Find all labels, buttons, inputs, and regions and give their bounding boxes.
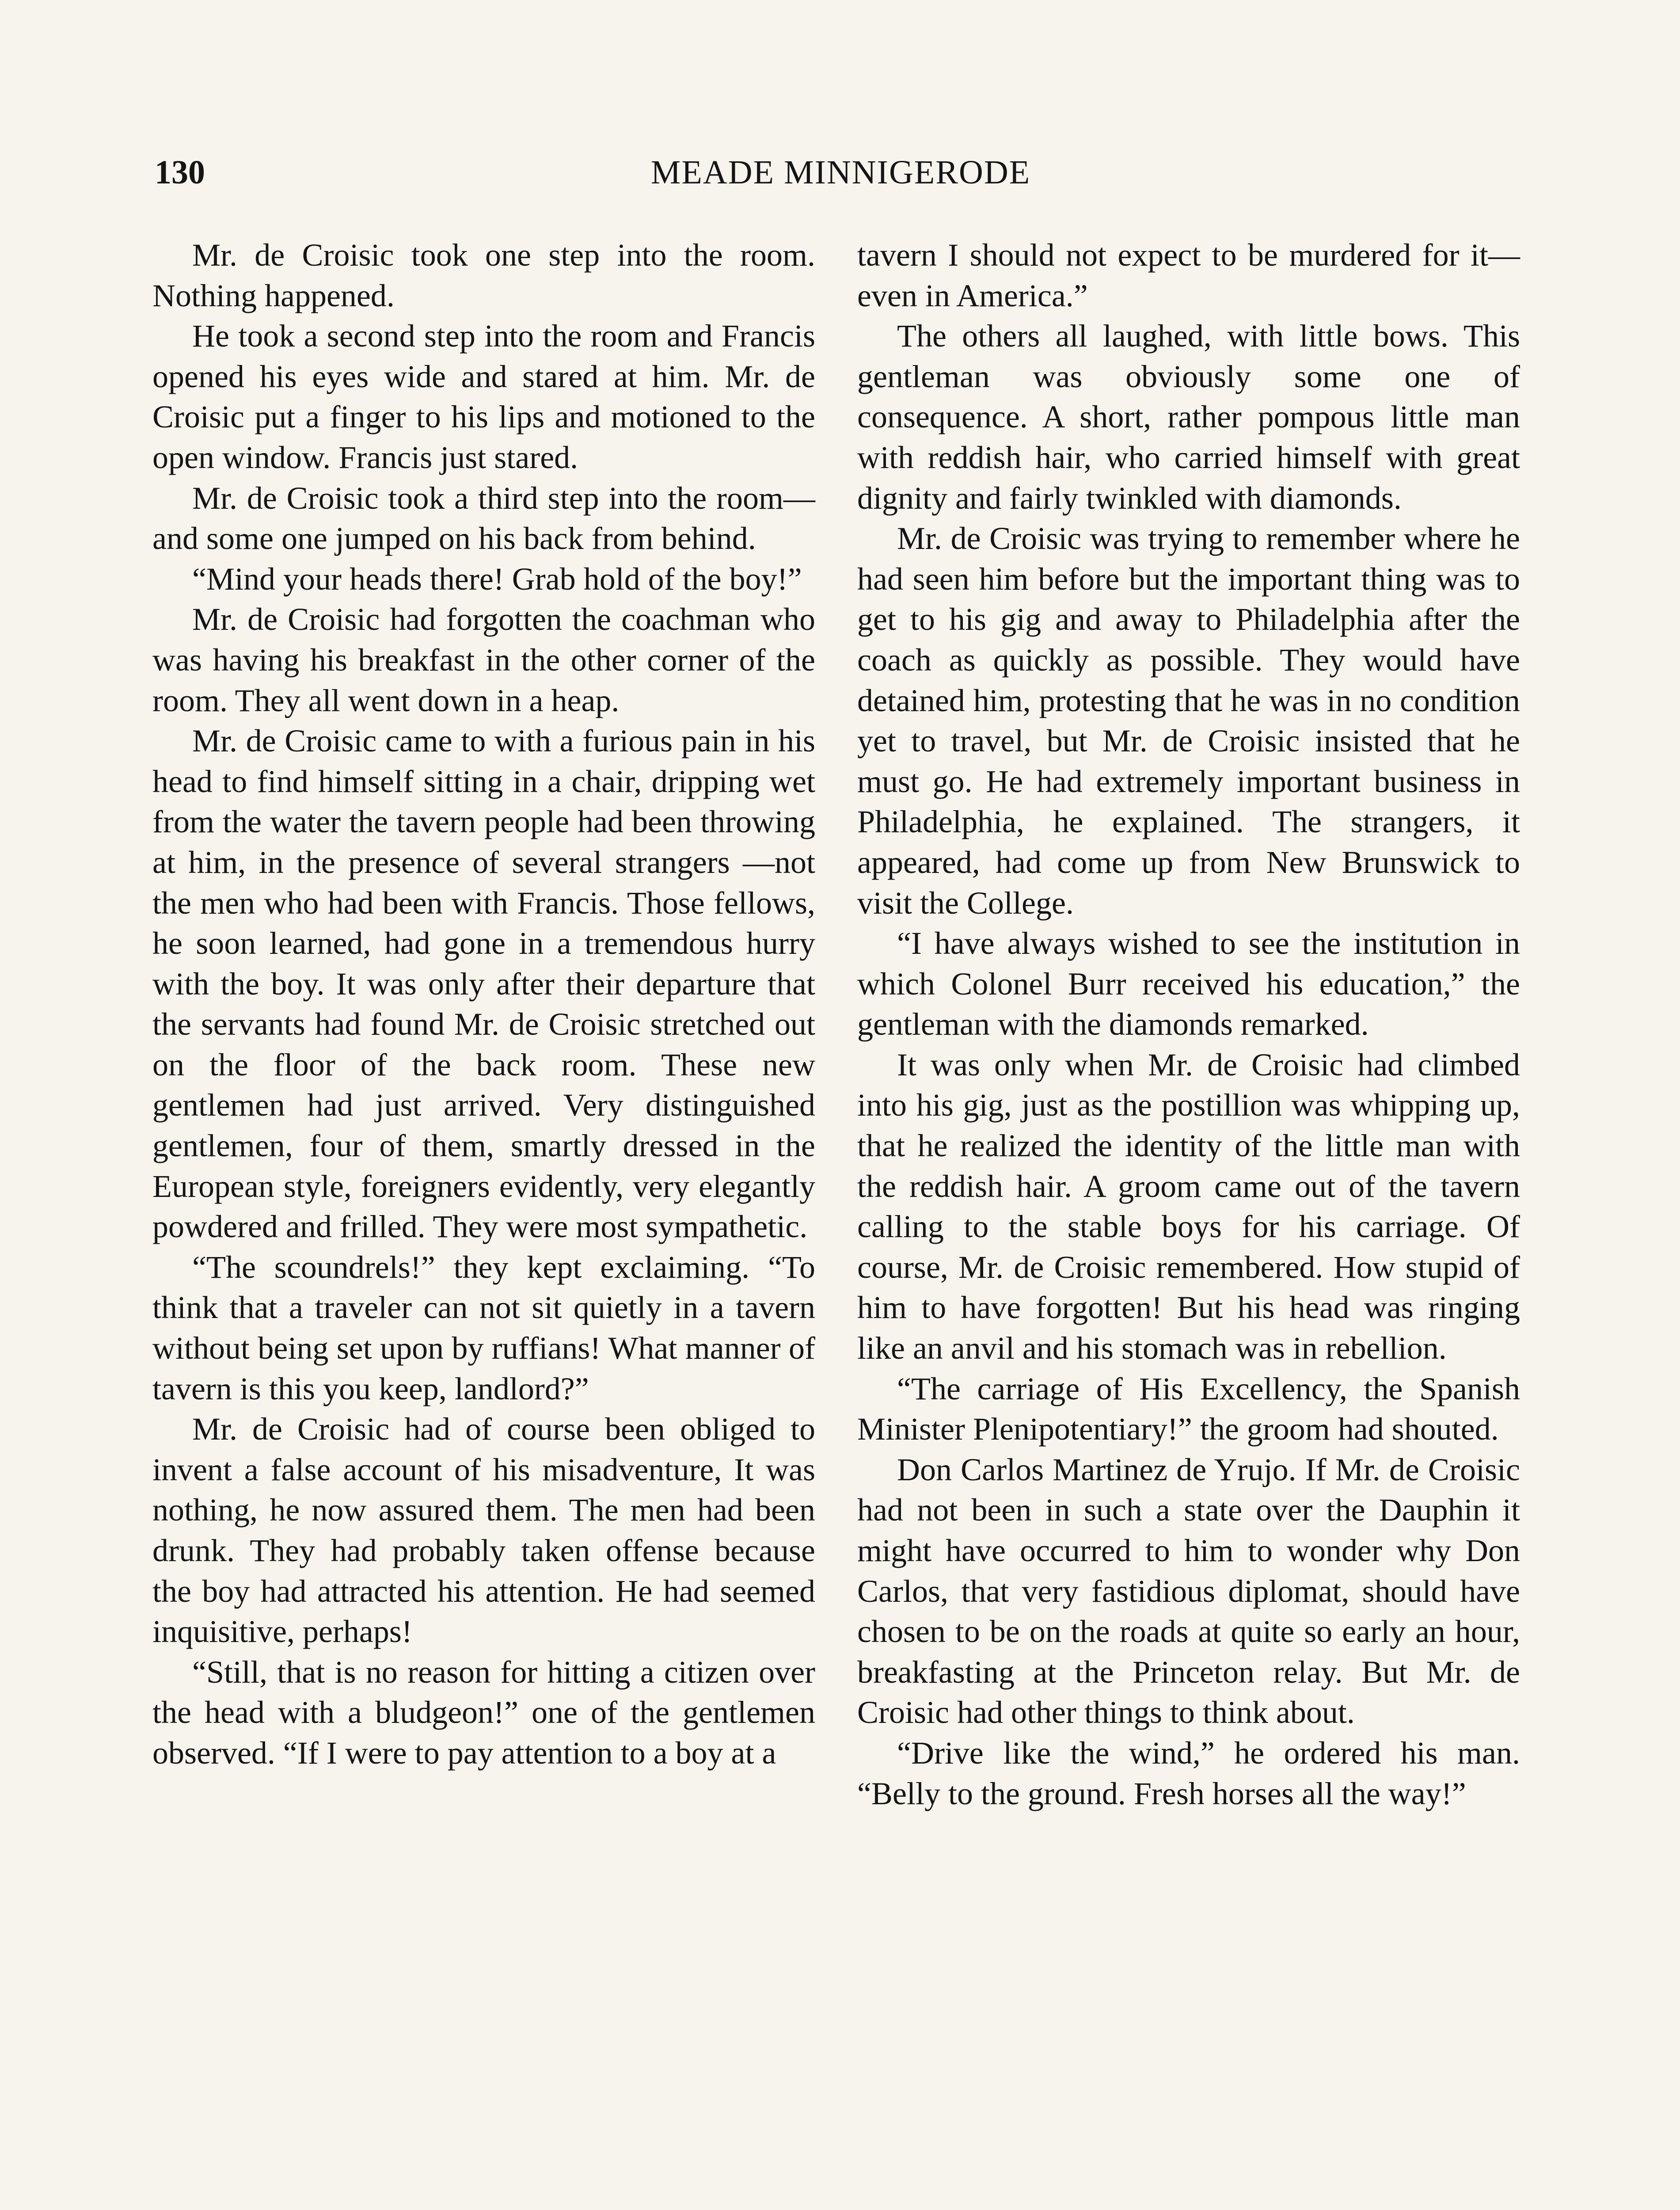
paragraph: “Still, that is no reason for hitting a citizen over the head with a bludgeon!” one of the gentlemen observed. “If I were to pay attention to a boy at a [152,1654,815,1771]
paragraph: He took a second step into the room and Francis opened his eyes wide and stared at him. Mr. de Croisic put a finger to his lips and motioned to the open window. Francis just stared. [152,318,815,475]
paragraph: “The carriage of His Excellency, the Spanish Minister Plenipotentiary!” the groom had shouted. [857,1371,1520,1447]
page-header [155,150,1527,194]
paragraph: Mr. de Croisic had of course been obliged to invent a false account of his misadventure, It was nothing, he now assured them. The men had been drunk. They had probably taken offense because the boy had attracted his attention. He had seemed inquisitive, perhaps! [152,1411,815,1650]
paragraph: Mr. de Croisic was trying to remember where he had seen him before but the important thing was to get to his gig and away to Philadelphia after the coach as quickly as possible. They would have detained him, protesting that he was in no condition yet to travel, but Mr. de Croisic insisted that he must go. He had extremely important business in Philadelphia, he explained. The strangers, it appeared, had come up from New Brunswick to visit the College. [857,521,1520,921]
right-column [857,235,1520,1814]
paragraph: “The scoundrels!” they kept exclaiming. “To think that a traveler can not sit quietly in a tavern without being set upon by ruffians! What manner of tavern is this you keep, landlord?” [152,1249,815,1406]
paragraph: Mr. de Croisic came to with a furious pain in his head to find himself sitting in a chair, dripping wet from the water the tavern people had been throwing at him, in the presence of several strangers —not the men who had been with Francis. Those fellows, he soon learned, had gone in a tremendous hurry with the boy. It was only after their departure that the servants had found Mr. de Croisic stretched out on the floor of the back room. These new gentlemen had just arrived. Very distinguished gentlemen, four of them, smartly dressed in the European style, foreigners evidently, very elegantly powdered and frilled. They were most sympathetic. [152,723,815,1245]
paragraph: “Drive like the wind,” he ordered his man. “Belly to the ground. Fresh horses all the way!” [857,1735,1520,1811]
paragraph: Don Carlos Martinez de Yrujo. If Mr. de Croisic had not been in such a state over the Dauphin it might have occurred to him to wonder why Don Carlos, that very fastidious diplomat, should have chosen to be on the roads at quite so early an hour, breakfasting at the Princeton relay. But Mr. de Croisic had other things to think about. [857,1452,1520,1730]
paragraph: Mr. de Croisic took one step into the room. Nothing happened. [152,237,815,313]
page-number: 130 [155,154,205,191]
paragraph: Mr. de Croisic took a third step into the room—and some one jumped on his back from behind. [152,480,815,556]
left-column [152,235,815,1774]
paragraph: “Mind your heads there! Grab hold of the boy!” [192,561,802,597]
paragraph: “I have always wished to see the institution in which Colonel Burr received his education,” the gentleman with the diamonds remarked. [857,926,1520,1042]
paragraph: Mr. de Croisic had forgotten the coachman who was having his breakfast in the other corner of the room. They all went down in a heap. [152,602,815,718]
paragraph: It was only when Mr. de Croisic had climbed into his gig, just as the postillion was whipping up, that he realized the identity of the little man with the reddish hair. A groom came out of the tavern calling to the stable boys for his carriage. Of course, Mr. de Croisic remembered. How stupid of him to have forgotten! But his head was ringing like an anvil and his stomach was in rebellion. [857,1047,1520,1366]
paragraph-continuation: tavern I should not expect to be murdered for it—even in America.” [857,237,1520,313]
running-head: MEADE MINNIGERODE [650,154,1031,191]
paragraph: The others all laughed, with little bows. This gentleman was obviously some one of consequence. A short, rather pompous little man with reddish hair, who carried himself with great dignity and fairly twinkled with diamonds. [857,318,1520,516]
